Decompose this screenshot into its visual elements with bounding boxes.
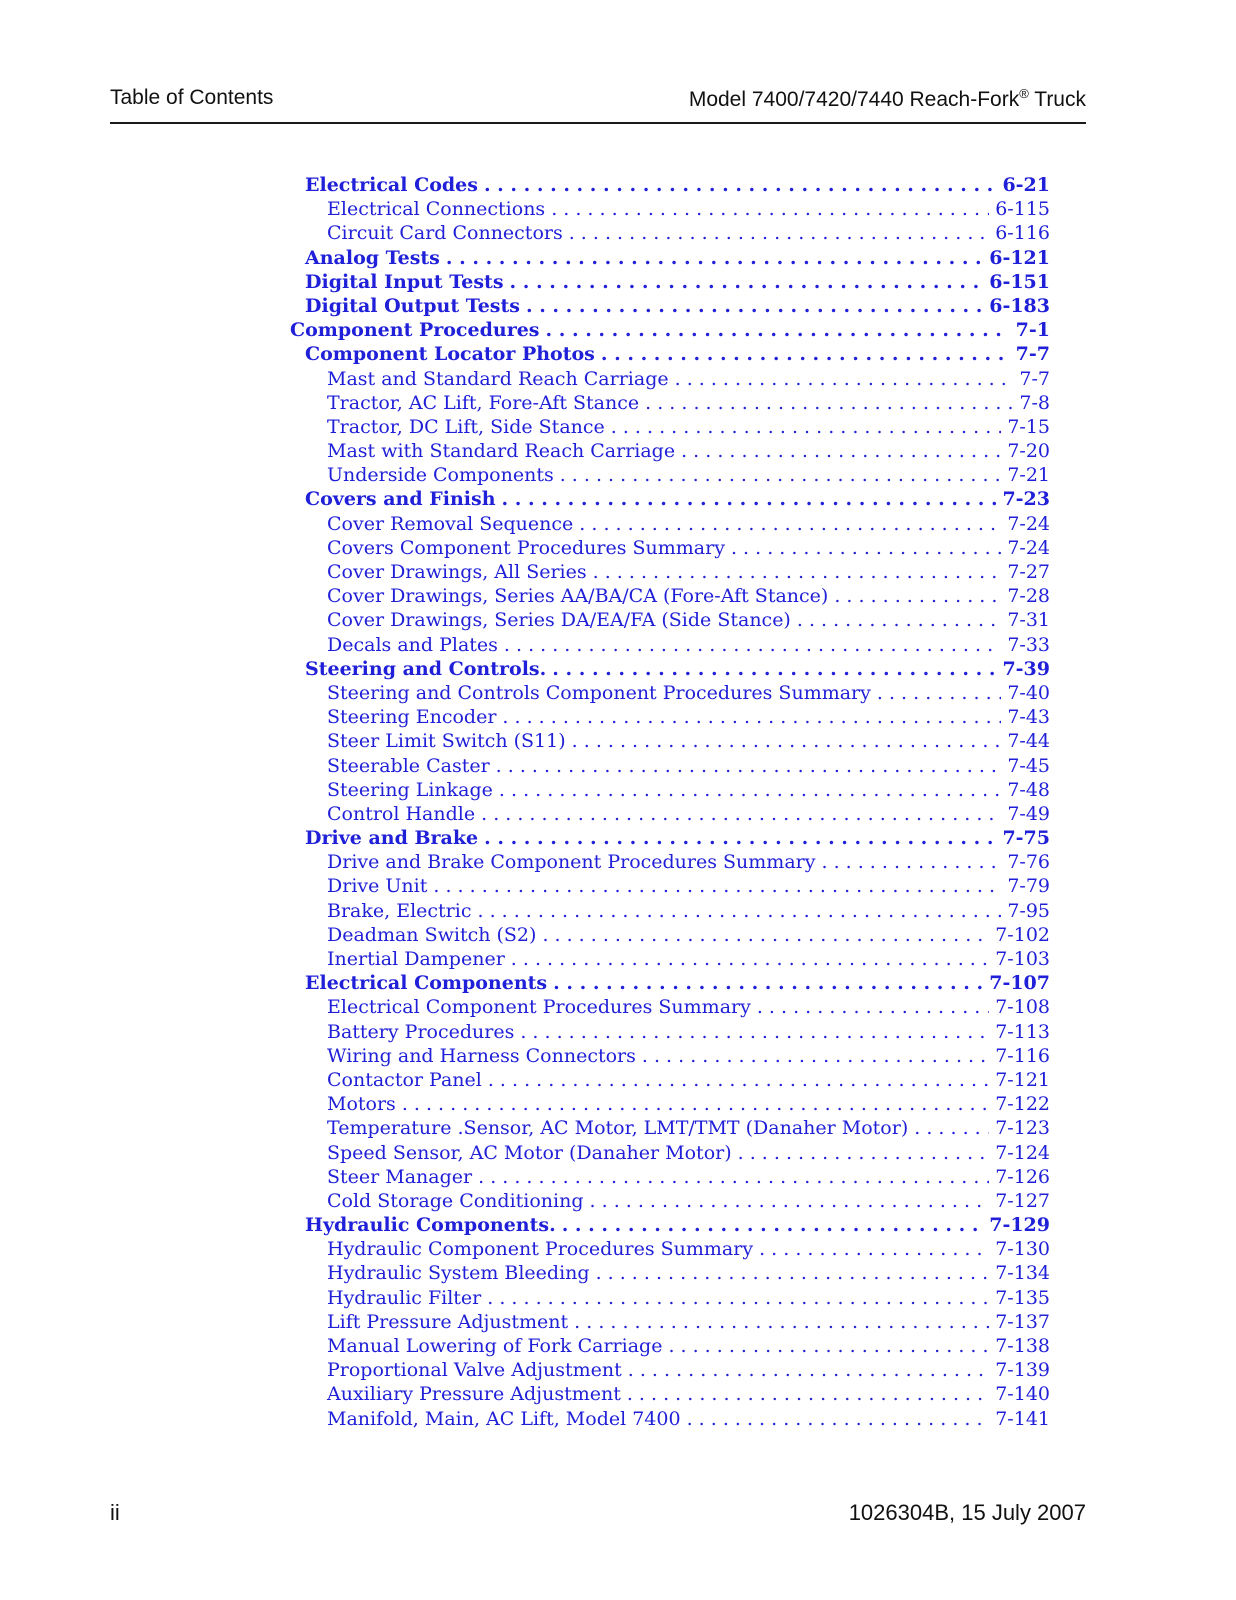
toc-entry-title[interactable]: Tractor, DC Lift, Side Stance — [327, 415, 605, 438]
toc-entry[interactable] — [290, 1237, 1050, 1261]
dot-leader — [552, 657, 996, 681]
dot-leader — [759, 1237, 989, 1261]
toc-entry[interactable] — [290, 802, 1050, 826]
toc-entry[interactable] — [290, 1068, 1050, 1092]
toc-entry-page[interactable]: 7-123 — [995, 1117, 1050, 1140]
dot-leader — [574, 1310, 989, 1334]
toc-entry-title[interactable]: Hydraulic System Bleeding — [327, 1262, 590, 1285]
toc-entry[interactable] — [290, 1286, 1050, 1310]
toc-entry-page[interactable]: 7-137 — [995, 1310, 1050, 1333]
dot-leader — [914, 1116, 989, 1140]
toc-entry[interactable] — [290, 874, 1050, 898]
toc-entry-page[interactable]: 7-108 — [995, 996, 1050, 1019]
toc-entry-title[interactable]: Drive and Brake Component Procedures Summary — [327, 851, 816, 874]
toc-entry[interactable] — [290, 1310, 1050, 1334]
toc-entry-title[interactable]: Manifold, Main, AC Lift, Model 7400 — [327, 1407, 681, 1430]
dot-leader — [668, 1334, 989, 1358]
toc-entry-title[interactable]: Wiring and Harness Connectors — [327, 1044, 636, 1067]
toc-entry-page[interactable]: 7-8 — [1019, 391, 1050, 414]
dot-leader — [562, 1213, 984, 1237]
toc-entry[interactable] — [290, 1141, 1050, 1165]
dot-leader — [499, 778, 1001, 802]
dot-leader — [675, 367, 1014, 391]
dot-leader — [569, 221, 990, 245]
toc-entry[interactable] — [290, 1358, 1050, 1382]
toc-entry-page[interactable]: 7-134 — [995, 1262, 1050, 1285]
dot-leader — [593, 560, 1002, 584]
toc-entry-page[interactable]: 7-31 — [1007, 609, 1050, 632]
toc-entry-title[interactable]: Inertial Dampener — [327, 948, 505, 970]
toc-entry-title[interactable]: Lift Pressure Adjustment — [327, 1310, 569, 1333]
dot-leader — [687, 1407, 990, 1431]
toc-entry[interactable] — [290, 657, 1050, 681]
dot-leader — [560, 463, 1002, 487]
dot-leader — [484, 173, 997, 197]
toc-entry[interactable] — [290, 221, 1050, 245]
toc-entry-title[interactable]: Manual Lowering of Fork Carriage — [327, 1335, 663, 1357]
toc-entry-title[interactable]: Steering Encoder — [327, 706, 497, 729]
toc-entry-page[interactable]: 6-21 — [1002, 174, 1050, 196]
toc-entry-title[interactable]: Contactor Panel — [327, 1068, 482, 1091]
toc-entry-title[interactable]: Speed Sensor, AC Motor (Danaher Motor) — [327, 1141, 732, 1164]
toc-entry[interactable] — [290, 1116, 1050, 1140]
toc-entry[interactable] — [290, 923, 1050, 947]
dot-leader — [542, 923, 989, 947]
toc-entry-title[interactable]: Steering and Controls. — [305, 657, 547, 680]
toc-entry-page[interactable]: 7-129 — [989, 1214, 1050, 1237]
toc-entry[interactable] — [290, 584, 1050, 608]
toc-entry-page[interactable]: 6-121 — [989, 246, 1050, 269]
dot-leader — [446, 246, 983, 270]
toc-entry-page[interactable]: 7-48 — [1007, 778, 1050, 801]
toc-entry[interactable] — [290, 1407, 1050, 1431]
dot-leader — [504, 633, 1001, 657]
toc-entry-title[interactable]: Motors — [327, 1093, 396, 1116]
toc-entry-page[interactable]: 7-20 — [1007, 440, 1050, 463]
toc-entry-page[interactable]: 7-140 — [995, 1383, 1050, 1406]
toc-entry-title[interactable]: Temperature .Sensor, AC Motor, LMT/TMT (Danaher Motor) — [327, 1117, 909, 1140]
dot-leader — [488, 1068, 989, 1092]
header-truck-text: Truck — [1028, 88, 1086, 111]
toc-entry[interactable] — [290, 1189, 1050, 1213]
toc-entry-page[interactable]: 7-127 — [995, 1189, 1050, 1212]
toc-entry-page[interactable]: 6-151 — [989, 270, 1050, 293]
toc-entry-title[interactable]: Hydraulic Filter — [327, 1286, 482, 1309]
toc-entry[interactable] — [290, 947, 1050, 971]
toc-entry-page[interactable]: 7-124 — [995, 1141, 1050, 1164]
toc-entry[interactable] — [290, 1165, 1050, 1189]
toc-entry[interactable] — [290, 560, 1050, 584]
toc-entry-title[interactable]: Cover Drawings, Series AA/BA/CA (Fore-Aft Stance) — [327, 585, 829, 608]
toc-entry[interactable] — [290, 850, 1050, 874]
toc-entry[interactable] — [290, 1261, 1050, 1285]
dot-leader — [645, 391, 1013, 415]
toc-entry-title[interactable]: Steering Linkage — [327, 778, 493, 801]
toc-entry[interactable] — [290, 1334, 1050, 1358]
toc-entry[interactable] — [290, 1020, 1050, 1044]
dot-leader — [402, 1092, 989, 1116]
toc-entry-page[interactable]: 7-116 — [995, 1044, 1050, 1067]
toc-entry[interactable] — [290, 705, 1050, 729]
toc-entry-page[interactable]: 7-113 — [995, 1020, 1050, 1043]
page-number: ii — [110, 1500, 120, 1525]
header-section-title: Table of Contents — [110, 86, 274, 109]
header-model-text: Model 7400/7420/7440 Reach-Fork — [688, 88, 1020, 111]
toc-entry[interactable] — [290, 367, 1050, 391]
toc-entry-page[interactable]: 7-43 — [1007, 706, 1050, 729]
toc-entry-page[interactable]: 6-115 — [995, 198, 1050, 221]
toc-entry[interactable] — [290, 995, 1050, 1019]
toc-entry-title[interactable]: Electrical Components — [305, 972, 548, 995]
toc-entry-title[interactable]: Control Handle — [327, 802, 476, 825]
dot-leader — [433, 874, 1001, 898]
toc-entry[interactable] — [290, 512, 1050, 536]
dot-leader — [510, 270, 984, 294]
toc-entry-page[interactable]: 7-15 — [1007, 415, 1050, 438]
toc-entry-title[interactable]: Component Locator Photos — [305, 343, 595, 366]
toc-entry-page[interactable]: 7-75 — [1002, 827, 1050, 850]
toc-entry-page[interactable]: 7-79 — [1007, 875, 1050, 898]
toc-entry-title[interactable]: Cover Drawings, All Series — [327, 561, 587, 583]
dot-leader — [596, 1261, 990, 1285]
toc-entry-page[interactable]: 7-7 — [1015, 343, 1050, 366]
toc-entry[interactable] — [290, 899, 1050, 923]
toc-entry-page[interactable]: 7-76 — [1007, 851, 1050, 874]
toc-entry[interactable] — [290, 342, 1050, 366]
header-document-title — [689, 86, 1086, 112]
toc-entry-title[interactable]: Cover Drawings, Series DA/EA/FA (Side Stance) — [327, 609, 791, 632]
toc-entry[interactable] — [290, 294, 1050, 318]
toc-entry[interactable] — [290, 633, 1050, 657]
dot-leader — [757, 995, 989, 1019]
toc-entry[interactable] — [290, 439, 1050, 463]
dot-leader — [553, 971, 983, 995]
toc-entry-page[interactable]: 6-116 — [995, 222, 1050, 245]
dot-leader — [511, 947, 989, 971]
dot-leader — [834, 584, 1001, 608]
toc-entry[interactable] — [290, 1092, 1050, 1116]
toc-entry[interactable] — [290, 536, 1050, 560]
toc-entry-page[interactable]: 7-141 — [995, 1407, 1050, 1430]
toc-entry-title[interactable]: Underside Components — [327, 464, 554, 487]
toc-entry-title[interactable]: Hydraulic Components. — [305, 1214, 556, 1237]
toc-entry[interactable] — [290, 1382, 1050, 1406]
toc-entry-page[interactable]: 7-24 — [1007, 536, 1050, 559]
registered-mark: ® — [1019, 86, 1029, 101]
toc-entry-page[interactable]: 7-95 — [1007, 899, 1050, 922]
toc-entry-page[interactable]: 7-40 — [1007, 681, 1050, 704]
dot-leader — [496, 754, 1002, 778]
dot-leader — [642, 1044, 989, 1068]
toc-entry-page[interactable]: 7-24 — [1007, 512, 1050, 535]
toc-entry-title[interactable]: Digital Output Tests — [305, 294, 520, 317]
toc-entry[interactable] — [290, 681, 1050, 705]
toc-entry-title[interactable]: Digital Input Tests — [305, 270, 504, 293]
toc-entry-page[interactable]: 6-183 — [989, 294, 1050, 317]
toc-entry-page[interactable]: 7-122 — [995, 1093, 1050, 1116]
toc-entry-page[interactable]: 7-33 — [1007, 633, 1050, 656]
dot-leader — [590, 1189, 990, 1213]
toc-entry-title[interactable]: Covers and Finish — [305, 488, 496, 511]
dot-leader — [477, 899, 1001, 923]
toc-entry-title[interactable]: Hydraulic Component Procedures Summary — [327, 1238, 754, 1261]
toc-entry-title[interactable]: Component Procedures — [290, 319, 540, 342]
toc-entry-title[interactable]: Covers Component Procedures Summary — [327, 536, 725, 559]
dot-leader — [487, 1286, 989, 1310]
toc-entry-title[interactable]: Deadman Switch (S2) — [327, 923, 537, 946]
toc-entry[interactable] — [290, 778, 1050, 802]
toc-entry[interactable] — [290, 608, 1050, 632]
toc-entry-page[interactable]: 7-21 — [1007, 464, 1050, 487]
toc-entry[interactable] — [290, 826, 1050, 850]
toc-entry[interactable] — [290, 487, 1050, 511]
toc-entry-title[interactable]: Cover Removal Sequence — [327, 512, 574, 535]
toc-entry-title[interactable]: Steering and Controls Component Procedures Summary — [327, 681, 871, 704]
toc-entry[interactable] — [290, 391, 1050, 415]
toc-entry[interactable] — [290, 754, 1050, 778]
toc-entry-page[interactable]: 7-39 — [1002, 657, 1050, 680]
toc-entry-title[interactable]: Battery Procedures — [327, 1020, 515, 1043]
toc-entry-title[interactable]: Steerable Caster — [327, 754, 490, 777]
dot-leader — [681, 439, 1001, 463]
toc-entry-page[interactable]: 7-7 — [1019, 367, 1050, 390]
toc-entry-page[interactable]: 7-1 — [1015, 319, 1050, 342]
toc-entry-page[interactable]: 7-45 — [1007, 754, 1050, 777]
dot-leader — [484, 826, 996, 850]
toc-entry-title[interactable]: Drive and Brake — [305, 827, 479, 850]
toc-entry-page[interactable]: 7-27 — [1007, 561, 1050, 583]
toc-entry[interactable] — [290, 729, 1050, 753]
toc-entry-page[interactable]: 7-107 — [989, 972, 1050, 995]
toc-entry-page[interactable]: 7-28 — [1007, 585, 1050, 608]
toc-entry[interactable] — [290, 197, 1050, 221]
toc-entry[interactable] — [290, 1213, 1050, 1237]
toc-entry-page[interactable]: 7-126 — [995, 1165, 1050, 1188]
toc-entry-title[interactable]: Analog Tests — [305, 246, 440, 269]
toc-entry-page[interactable]: 7-138 — [995, 1335, 1050, 1357]
toc-entry-title[interactable]: Mast and Standard Reach Carriage — [327, 367, 669, 390]
toc-entry-page[interactable]: 7-49 — [1007, 802, 1050, 825]
dot-leader — [546, 318, 1010, 342]
toc-entry[interactable] — [290, 246, 1050, 270]
page-footer — [110, 1500, 1086, 1530]
dot-leader — [572, 729, 1002, 753]
dot-leader — [601, 342, 1010, 366]
dot-leader — [478, 1165, 989, 1189]
toc-entry-title[interactable]: Proportional Valve Adjustment — [327, 1359, 622, 1382]
toc-entry-title[interactable]: Mast with Standard Reach Carriage — [327, 440, 676, 463]
toc-entry-title[interactable]: Drive Unit — [327, 875, 428, 898]
toc-entry[interactable] — [290, 415, 1050, 439]
dot-leader — [611, 415, 1002, 439]
dot-leader — [481, 802, 1001, 826]
toc-entry-title[interactable]: Electrical Codes — [305, 174, 478, 196]
toc-entry-title[interactable]: Auxiliary Pressure Adjustment — [327, 1383, 621, 1406]
toc-entry-title[interactable]: Steer Manager — [327, 1165, 473, 1188]
toc-entry-page[interactable]: 7-44 — [1007, 730, 1050, 753]
toc-entry[interactable] — [290, 318, 1050, 342]
toc-entry[interactable] — [290, 971, 1050, 995]
toc-entry[interactable] — [290, 270, 1050, 294]
toc-entry-page[interactable]: 7-130 — [995, 1238, 1050, 1261]
toc-entry-page[interactable]: 7-102 — [995, 923, 1050, 946]
toc-entry-page[interactable]: 7-103 — [995, 948, 1050, 970]
toc-entry-title[interactable]: Cold Storage Conditioning — [327, 1189, 584, 1212]
table-of-contents — [290, 173, 1050, 1431]
toc-entry-title[interactable]: Decals and Plates — [327, 633, 498, 656]
dot-leader — [877, 681, 1001, 705]
toc-entry-page[interactable]: 7-121 — [995, 1068, 1050, 1091]
dot-leader — [520, 1020, 989, 1044]
toc-entry-title[interactable]: Steer Limit Switch (S11) — [327, 730, 566, 753]
toc-entry[interactable] — [290, 463, 1050, 487]
toc-entry-title[interactable]: Circuit Card Connectors — [327, 222, 563, 245]
toc-entry-page[interactable]: 7-139 — [995, 1359, 1050, 1382]
toc-entry-page[interactable]: 7-135 — [995, 1286, 1050, 1309]
toc-entry-title[interactable]: Electrical Component Procedures Summary — [327, 996, 751, 1019]
dot-leader — [502, 487, 997, 511]
dot-leader — [627, 1382, 989, 1406]
toc-entry-title[interactable]: Tractor, AC Lift, Fore-Aft Stance — [327, 391, 640, 414]
dot-leader — [551, 197, 989, 221]
dot-leader — [502, 705, 1001, 729]
toc-entry-page[interactable]: 7-23 — [1002, 488, 1050, 511]
dot-leader — [526, 294, 983, 318]
dot-leader — [731, 536, 1001, 560]
toc-entry[interactable] — [290, 1044, 1050, 1068]
toc-entry[interactable] — [290, 173, 1050, 197]
dot-leader — [628, 1358, 989, 1382]
dot-leader — [738, 1141, 990, 1165]
toc-entry-title[interactable]: Electrical Connections — [327, 198, 546, 221]
page-header — [110, 80, 1086, 124]
document-number-date: 1026304B, 15 July 2007 — [848, 1500, 1086, 1525]
toc-entry-title[interactable]: Brake, Electric — [327, 899, 472, 922]
dot-leader — [797, 608, 1001, 632]
dot-leader — [579, 512, 1001, 536]
dot-leader — [821, 850, 1001, 874]
